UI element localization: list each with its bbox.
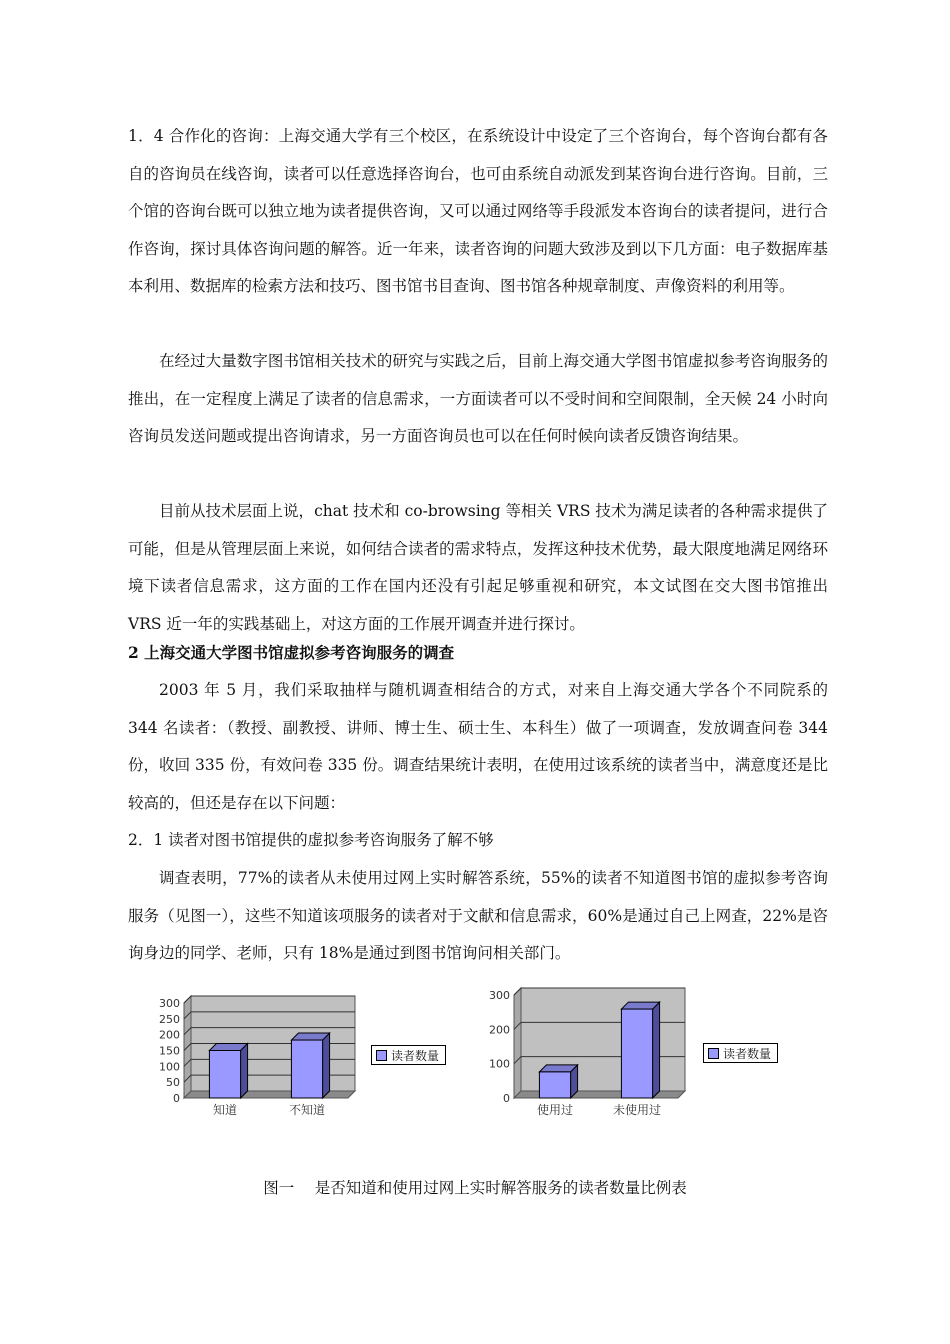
bar-side: [241, 1044, 248, 1099]
bar-top: [621, 1002, 659, 1009]
chart-usage-svg: [480, 985, 690, 1120]
x-category-label: 使用过: [536, 1103, 574, 1117]
x-category-label: 未使用过: [612, 1103, 662, 1117]
y-tick-label: 200: [159, 1028, 180, 1042]
y-tick-label: 250: [159, 1012, 180, 1026]
subsection-heading-2-1: 2．1 读者对图书馆提供的虚拟参考咨询服务了解不够: [128, 831, 494, 849]
legend-label: 读者数量: [723, 1046, 772, 1061]
y-tick-label: 0: [503, 1092, 510, 1105]
bar-front: [621, 1009, 652, 1098]
paragraph-survey: 2003 年 5 月，我们采取抽样与随机调查相结合的方式，对来自上海交通大学各个不同院系的 344 名读者：（教授、副教授、讲师、博士生、硕士生、本科生）做了一项调查，发放调查问卷 344 份，收回 335 份，有效问卷 335 份。调查结果统计表明，在使用过该系统的读者当中，满意度还是比较高的，但还是存在以下问题：: [128, 681, 828, 812]
y-tick-label: 150: [159, 1044, 180, 1058]
legend-swatch: [708, 1048, 719, 1059]
bar-front: [209, 1051, 240, 1099]
y-tick-label: 50: [166, 1076, 180, 1090]
chart-usage-legend: [703, 1043, 778, 1063]
y-tick-label: 100: [489, 1057, 510, 1071]
paragraph-intro-vrs: 在经过大量数字图书馆相关技术的研究与实践之后，目前上海交通大学图书馆虚拟参考咨询服务的推出，在一定程度上满足了读者的信息需求，一方面读者可以不受时间和空间限制，全天候 24 小时向咨询员发送问题或提出咨询请求，另一方面咨询员也可以在任何时候向读者反馈咨询结果。: [128, 352, 828, 445]
chart-side-wall: [514, 988, 521, 1098]
chart-awareness: [150, 985, 360, 1120]
paragraph-survey-results: 调查表明，77%的读者从未使用过网上实时解答系统，55%的读者不知道图书馆的虚拟参考咨询服务（见图一），这些不知道该项服务的读者对于文献和信息需求，60%是通过自己上网查，22%是咨询身边的同学、老师，只有 18%是通过到图书馆询问相关部门。: [128, 869, 828, 962]
paragraph-technology: 目前从技术层面上说，chat 技术和 co-browsing 等相关 VRS 技术为满足读者的各种需求提供了可能，但是从管理层面上来说，如何结合读者的需求特点，发挥这种技术优势，最大限度地满足网络环境下读者信息需求，这方面的工作在国内还没有引起足够重视和研究，本文试图在交大图书馆推出 VRS 近一年的实践基础上，对这方面的工作展开调查并进行探讨。: [128, 502, 828, 633]
x-category-label: 不知道: [288, 1103, 326, 1117]
bar-side: [653, 1002, 660, 1098]
legend-swatch: [376, 1050, 387, 1061]
y-tick-label: 200: [489, 1023, 510, 1037]
chart-usage: [480, 985, 690, 1120]
bar-top: [539, 1065, 577, 1072]
chart-awareness-legend: [371, 1045, 446, 1065]
figure-caption: 图一 是否知道和使用过网上实时解答服务的读者数量比例表: [263, 1179, 687, 1197]
bar-side: [323, 1033, 330, 1098]
y-tick-label: 100: [159, 1060, 180, 1074]
bar-front: [539, 1072, 570, 1098]
chart-awareness-svg: [150, 985, 360, 1120]
x-category-label: 知道: [212, 1103, 238, 1117]
bar-top: [291, 1033, 329, 1040]
legend-label: 读者数量: [391, 1048, 440, 1063]
y-tick-label: 300: [159, 997, 180, 1010]
paragraph-1-4: 1．4 合作化的咨询：上海交通大学有三个校区，在系统设计中设定了三个咨询台，每个咨询台都有各自的咨询员在线咨询，读者可以任意选择咨询台，也可由系统自动派发到某咨询台进行咨询。目前，三个馆的咨询台既可以独立地为读者提供咨询，又可以通过网络等手段派发本咨询台的读者提问，进行合作咨询，探讨具体咨询问题的解答。近一年来，读者咨询的问题大致涉及到以下几方面：电子数据库基本利用、数据库的检索方法和技巧、图书馆书目查询、图书馆各种规章制度、声像资料的利用等。: [128, 127, 828, 295]
y-tick-label: 300: [489, 989, 510, 1002]
y-tick-label: 0: [173, 1092, 180, 1105]
section-heading-2: 2 上海交通大学图书馆虚拟参考咨询服务的调查: [128, 643, 455, 662]
bar-front: [291, 1040, 322, 1098]
bar-top: [209, 1044, 247, 1051]
